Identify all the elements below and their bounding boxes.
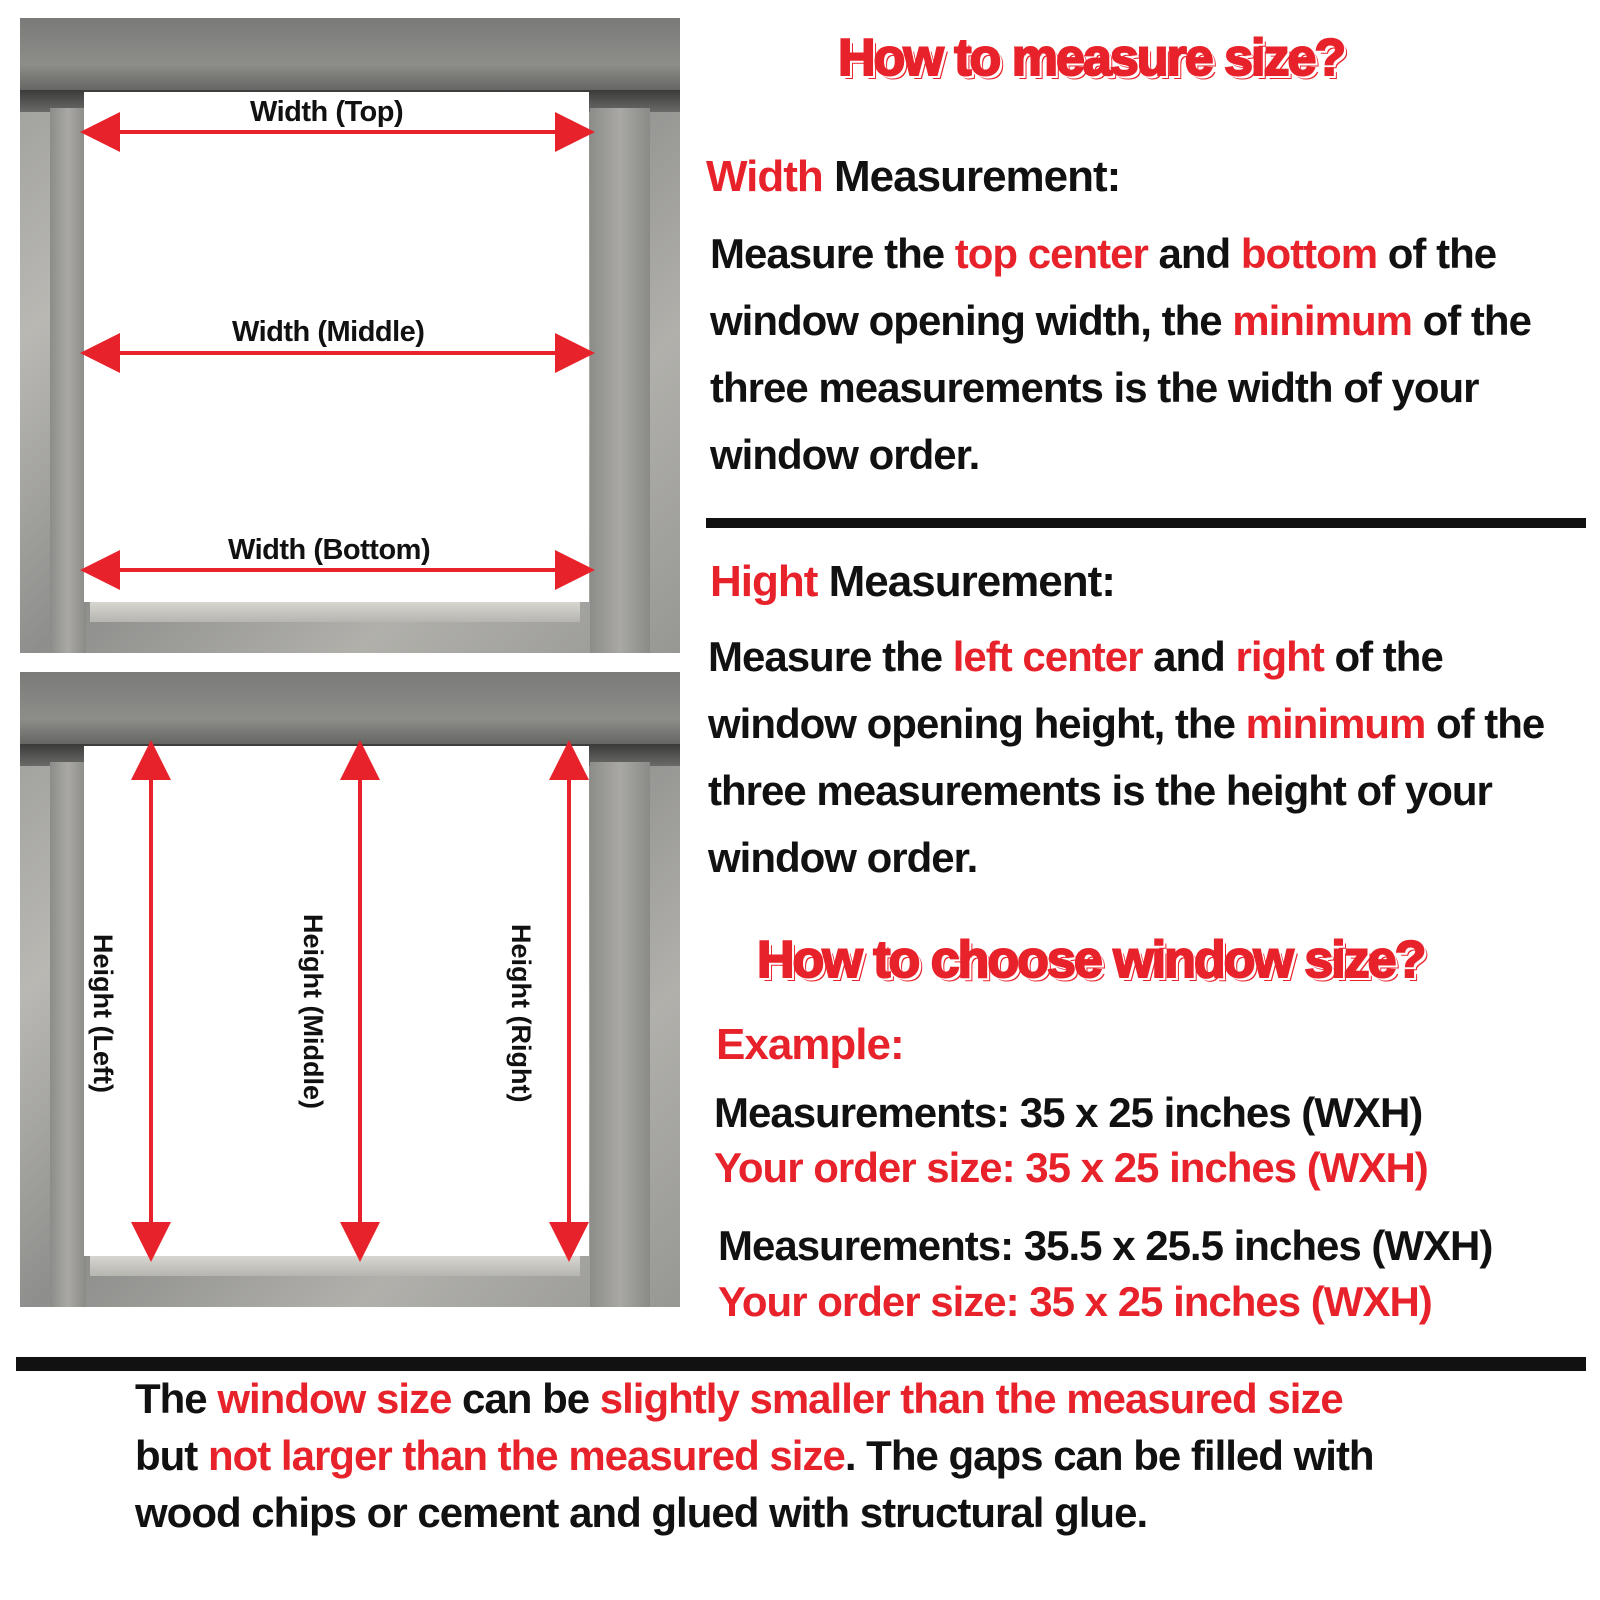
text-run: wood chips or cement and glued with structural glue.	[135, 1489, 1148, 1536]
height-instructions	[708, 623, 1544, 891]
text-run: can be	[451, 1375, 600, 1422]
width-heading-rest: Measurement:	[822, 152, 1121, 201]
text-run: minimum	[1232, 297, 1412, 344]
width-line-4	[710, 421, 1531, 488]
height-arrows	[20, 672, 680, 1307]
width-top-label: Width (Top)	[250, 96, 404, 128]
footer-divider	[16, 1357, 1586, 1371]
height-line-3	[708, 757, 1544, 824]
measure-title: How to measure size?	[838, 29, 1345, 87]
example-2-measurements: Measurements: 35.5 x 25.5 inches (WXH)	[718, 1222, 1493, 1269]
text-run: window opening width, the	[710, 297, 1233, 344]
text-run: window order.	[710, 431, 980, 478]
text-run: slightly smaller than the measured size	[599, 1375, 1343, 1422]
width-heading	[706, 152, 1120, 202]
text-run: window size	[217, 1375, 452, 1422]
text-run: three measurements is the height of your	[708, 767, 1492, 814]
height-left-label: Height (Left)	[88, 934, 118, 1093]
example-2-order-size: Your order size: 35 x 25 inches (WXH)	[718, 1278, 1432, 1325]
height-right-label: Height (Right)	[506, 924, 536, 1103]
footer-note	[135, 1370, 1374, 1541]
height-diagram-photo	[20, 672, 680, 1307]
height-line-4	[708, 824, 1544, 891]
footer-line-1	[135, 1370, 1374, 1427]
text-run: of the	[1377, 230, 1497, 277]
height-heading	[710, 557, 1115, 607]
height-line-1	[708, 623, 1544, 690]
text-run: The	[135, 1375, 218, 1422]
text-run: top center	[954, 230, 1148, 277]
example-label: Example:	[716, 1020, 904, 1069]
text-run: three measurements is the width of your	[710, 364, 1479, 411]
height-line-2	[708, 690, 1544, 757]
width-heading-keyword: Width	[706, 152, 823, 201]
text-run: and	[1142, 633, 1236, 680]
text-run: not larger than the measured size	[207, 1432, 845, 1479]
text-run: of the	[1425, 700, 1545, 747]
footer-line-2	[135, 1427, 1374, 1484]
height-heading-rest: Measurement:	[817, 557, 1115, 606]
width-middle-label: Width (Middle)	[232, 316, 425, 348]
choose-title: How to choose window size?	[757, 931, 1425, 989]
text-run: right	[1235, 633, 1324, 680]
width-bottom-label: Width (Bottom)	[228, 534, 431, 566]
text-run: bottom	[1240, 230, 1378, 277]
width-line-3	[710, 354, 1531, 421]
text-run: of the	[1323, 633, 1443, 680]
width-line-1	[710, 220, 1531, 287]
width-diagram-photo	[20, 18, 680, 653]
footer-line-3	[135, 1484, 1374, 1541]
text-run: window order.	[708, 834, 978, 881]
text-run: and	[1147, 230, 1241, 277]
text-run: of the	[1411, 297, 1531, 344]
text-run: Measure the	[710, 230, 955, 277]
text-run: . The gaps can be filled with	[844, 1432, 1374, 1479]
text-run: but	[135, 1432, 208, 1479]
width-line-2	[710, 287, 1531, 354]
width-instructions	[710, 220, 1531, 488]
text-run: minimum	[1245, 700, 1426, 747]
text-run: Measure the	[708, 633, 953, 680]
example-1-order-size: Your order size: 35 x 25 inches (WXH)	[714, 1144, 1428, 1191]
height-middle-label: Height (Middle)	[298, 914, 328, 1109]
section-divider	[706, 518, 1586, 528]
text-run: left center	[952, 633, 1143, 680]
example-1-measurements: Measurements: 35 x 25 inches (WXH)	[714, 1089, 1423, 1136]
text-run: window opening height, the	[708, 700, 1246, 747]
height-heading-keyword: Hight	[710, 557, 818, 606]
